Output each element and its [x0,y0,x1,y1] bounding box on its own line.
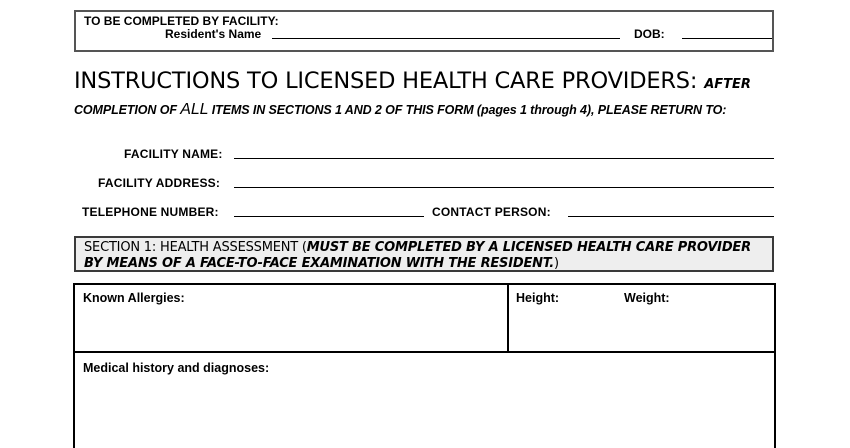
facility-address-field[interactable] [234,187,774,188]
telephone-label: TELEPHONE NUMBER: [82,205,219,219]
dob-label: DOB: [634,27,665,41]
facility-address-label: FACILITY ADDRESS: [98,176,221,190]
instructions-subtitle [74,101,726,119]
resident-name-label: Resident's Name [165,27,262,41]
medical-history-field[interactable] [77,379,771,439]
medical-history-label: Medical history and diagnoses: [83,361,270,375]
facility-info-box [74,10,774,52]
dob-field[interactable] [682,38,772,39]
telephone-field[interactable] [234,216,424,217]
instructions-subtitle-all: ALL [180,101,209,118]
height-weight-field[interactable] [511,309,771,349]
allergies-field[interactable] [77,309,505,349]
weight-label: Weight: [624,291,670,305]
instructions-subtitle-before: COMPLETION OF [74,103,177,117]
instructions-title-suffix: AFTER [704,77,751,92]
allergies-label: Known Allergies: [83,291,185,305]
instructions-title-text: INSTRUCTIONS TO LICENSED HEALTH CARE PROVIDERS: [74,68,698,94]
table-divider-vertical [507,285,509,353]
section1-title-text: SECTION 1: HEALTH ASSESSMENT ( [84,240,307,255]
assessment-table [73,283,776,448]
section1-title-italic: MUST BE COMPLETED BY A LICENSED HEALTH CARE PROVIDER BY MEANS OF A FACE-TO-FACE EXAMINATION WITH THE RESIDENT. [84,240,751,271]
section1-title [84,240,770,272]
height-label: Height: [516,291,560,305]
facility-name-label: FACILITY NAME: [124,147,223,161]
table-divider-horizontal [75,351,774,353]
instructions-title [74,68,751,94]
contact-person-label: CONTACT PERSON: [432,205,551,219]
resident-name-field[interactable] [272,38,620,39]
facility-heading: TO BE COMPLETED BY FACILITY: [84,14,279,28]
facility-name-field[interactable] [234,158,774,159]
contact-person-field[interactable] [568,216,774,217]
section1-banner [74,236,774,272]
section1-title-close: ) [554,256,559,271]
instructions-subtitle-after: ITEMS IN SECTIONS 1 AND 2 OF THIS FORM (pages 1 through 4), PLEASE RETURN TO: [211,103,727,117]
